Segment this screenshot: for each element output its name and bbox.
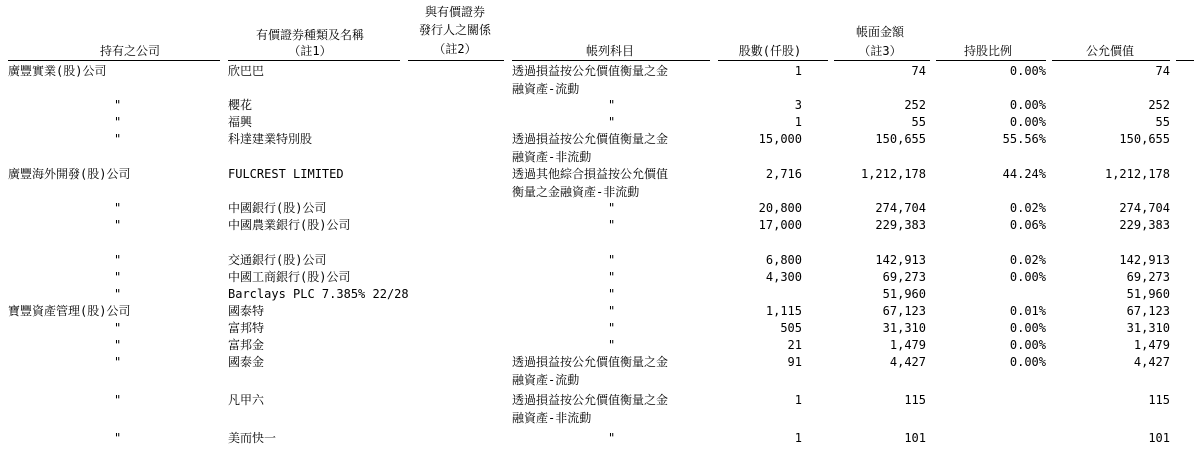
company-cell: ": [114, 201, 122, 215]
security-cell: 凡甲六: [228, 393, 265, 407]
book-value-cell: 4,427: [889, 355, 926, 369]
security-cell: 美而快一: [228, 431, 277, 445]
ownership-cell: 0.00%: [1009, 270, 1046, 284]
shares-cell: 1: [794, 115, 802, 129]
shares-cell: 1,115: [765, 304, 802, 318]
account-cell-line1: ": [608, 270, 616, 284]
header-relationship-line0: 與有價證券: [424, 5, 485, 19]
security-cell: 富邦金: [228, 338, 265, 352]
company-cell: ": [114, 115, 122, 129]
shares-cell: 20,800: [758, 201, 802, 215]
book-value-cell: 74: [911, 64, 926, 78]
shares-cell: 91: [787, 355, 802, 369]
header-relationship-line2: （註2）: [433, 42, 477, 56]
fair-value-cell: 1,212,178: [1104, 167, 1170, 181]
header-rule-ownership: [936, 60, 1046, 61]
header-rule-book: [834, 60, 930, 61]
security-cell: 中國銀行(股)公司: [228, 201, 327, 215]
shares-cell: 3: [794, 98, 802, 112]
ownership-cell: 0.01%: [1009, 304, 1046, 318]
shares-cell: 2,716: [765, 167, 802, 181]
fair-value-cell: 69,273: [1126, 270, 1170, 284]
book-value-cell: 229,383: [875, 218, 926, 232]
account-cell-line2: 衡量之金融資產-非流動: [512, 185, 640, 199]
fair-value-cell: 229,383: [1119, 218, 1170, 232]
account-cell-line1: 透過損益按公允價值衡量之金: [512, 132, 669, 146]
header-account: 帳列科目: [585, 44, 634, 58]
account-cell-line1: ": [608, 218, 616, 232]
ownership-cell: 0.00%: [1009, 115, 1046, 129]
security-cell: 櫻花: [228, 98, 253, 112]
account-cell-line1: ": [608, 431, 616, 445]
security-cell: FULCREST LIMITED: [228, 167, 344, 181]
header-rule-fair: [1052, 60, 1170, 61]
fair-value-cell: 4,427: [1133, 355, 1170, 369]
fair-value-cell: 51,960: [1126, 287, 1170, 301]
company-cell: ": [114, 393, 122, 407]
header-ownership: 持股比例: [963, 44, 1012, 58]
ownership-cell: 0.00%: [1009, 98, 1046, 112]
security-cell: 欣巴巴: [228, 64, 265, 78]
ownership-cell: 0.00%: [1009, 321, 1046, 335]
account-cell-line2: 融資產-流動: [512, 82, 580, 96]
book-value-cell: 51,960: [882, 287, 926, 301]
header-security-line2: （註1）: [288, 44, 332, 58]
header-rule-security: [228, 60, 400, 61]
book-value-cell: 69,273: [882, 270, 926, 284]
book-value-cell: 150,655: [875, 132, 926, 146]
company-cell: ": [114, 338, 122, 352]
ownership-cell: 44.24%: [1002, 167, 1046, 181]
security-cell: 國泰金: [228, 355, 265, 369]
fair-value-cell: 150,655: [1119, 132, 1170, 146]
header-rule-shares: [718, 60, 828, 61]
shares-cell: 4,300: [765, 270, 802, 284]
header-fair-value: 公允價值: [1085, 44, 1134, 58]
account-cell-line1: ": [608, 321, 616, 335]
ownership-cell: 0.02%: [1009, 201, 1046, 215]
account-cell-line1: ": [608, 253, 616, 267]
account-cell-line1: ": [608, 98, 616, 112]
company-cell: ": [114, 270, 122, 284]
header-rule-account: [512, 60, 710, 61]
header-holding-company: 持有之公司: [99, 44, 160, 58]
header-book-value-line2: （註3）: [858, 44, 902, 58]
book-value-cell: 252: [904, 98, 926, 112]
company-cell: 廣豐海外開發(股)公司: [8, 167, 131, 181]
security-cell: 國泰特: [228, 304, 265, 318]
account-cell-line1: ": [608, 338, 616, 352]
ownership-cell: 0.00%: [1009, 355, 1046, 369]
account-cell-line1: ": [608, 115, 616, 129]
company-cell: ": [114, 355, 122, 369]
book-value-cell: 274,704: [875, 201, 926, 215]
shares-cell: 21: [787, 338, 802, 352]
fair-value-cell: 274,704: [1119, 201, 1170, 215]
ownership-cell: 0.00%: [1009, 64, 1046, 78]
fair-value-cell: 252: [1148, 98, 1170, 112]
security-cell: 福興: [228, 115, 253, 129]
ownership-cell: 0.00%: [1009, 338, 1046, 352]
company-cell: ": [114, 287, 122, 301]
header-rule-relationship: [408, 60, 504, 61]
book-value-cell: 142,913: [875, 253, 926, 267]
company-cell: ": [114, 253, 122, 267]
shares-cell: 15,000: [758, 132, 802, 146]
header-book-value-line1: 帳面金額: [855, 25, 904, 39]
fair-value-cell: 115: [1148, 393, 1170, 407]
fair-value-cell: 1,479: [1133, 338, 1170, 352]
fair-value-cell: 55: [1155, 115, 1170, 129]
book-value-cell: 67,123: [882, 304, 926, 318]
book-value-cell: 115: [904, 393, 926, 407]
ownership-cell: 0.02%: [1009, 253, 1046, 267]
header-rule-company: [8, 60, 220, 61]
account-cell-line2: 融資產-流動: [512, 373, 580, 387]
shares-cell: 1: [794, 64, 802, 78]
header-security-line1: 有價證券種類及名稱: [255, 28, 364, 42]
security-cell: 富邦特: [228, 321, 265, 335]
account-cell-line1: 透過損益按公允價值衡量之金: [512, 64, 669, 78]
fair-value-cell: 31,310: [1126, 321, 1170, 335]
shares-cell: 1: [794, 393, 802, 407]
shares-cell: 505: [780, 321, 802, 335]
security-cell: 科達建業特別股: [228, 132, 313, 146]
header-rule-extra: [1176, 60, 1194, 61]
company-cell: 廣豐實業(股)公司: [8, 64, 107, 78]
fair-value-cell: 142,913: [1119, 253, 1170, 267]
account-cell-line1: 透過其他綜合損益按公允價值: [512, 167, 669, 181]
book-value-cell: 31,310: [882, 321, 926, 335]
account-cell-line1: 透過損益按公允價值衡量之金: [512, 393, 669, 407]
shares-cell: 1: [794, 431, 802, 445]
header-relationship-line1: 發行人之關係: [418, 23, 491, 37]
company-cell: ": [114, 132, 122, 146]
fair-value-cell: 101: [1148, 431, 1170, 445]
ownership-cell: 0.06%: [1009, 218, 1046, 232]
book-value-cell: 101: [904, 431, 926, 445]
security-cell: 交通銀行(股)公司: [228, 253, 327, 267]
account-cell-line2: 融資產-非流動: [512, 150, 592, 164]
account-cell-line2: 融資產-非流動: [512, 411, 592, 425]
account-cell-line1: ": [608, 201, 616, 215]
book-value-cell: 55: [911, 115, 926, 129]
fair-value-cell: 67,123: [1126, 304, 1170, 318]
account-cell-line1: ": [608, 304, 616, 318]
account-cell-line1: ": [608, 287, 616, 301]
company-cell: ": [114, 98, 122, 112]
shares-cell: 6,800: [765, 253, 802, 267]
book-value-cell: 1,479: [889, 338, 926, 352]
fair-value-cell: 74: [1155, 64, 1170, 78]
company-cell: ": [114, 321, 122, 335]
company-cell: 寶豐資產管理(股)公司: [8, 304, 131, 318]
account-cell-line1: 透過損益按公允價值衡量之金: [512, 355, 669, 369]
book-value-cell: 1,212,178: [860, 167, 926, 181]
company-cell: ": [114, 431, 122, 445]
header-shares: 股數(仟股): [738, 44, 802, 58]
company-cell: ": [114, 218, 122, 232]
security-cell: 中國農業銀行(股)公司: [228, 218, 351, 232]
shares-cell: 17,000: [758, 218, 802, 232]
security-cell: Barclays PLC 7.385% 22/28: [228, 287, 409, 301]
ownership-cell: 55.56%: [1002, 132, 1046, 146]
security-cell: 中國工商銀行(股)公司: [228, 270, 351, 284]
